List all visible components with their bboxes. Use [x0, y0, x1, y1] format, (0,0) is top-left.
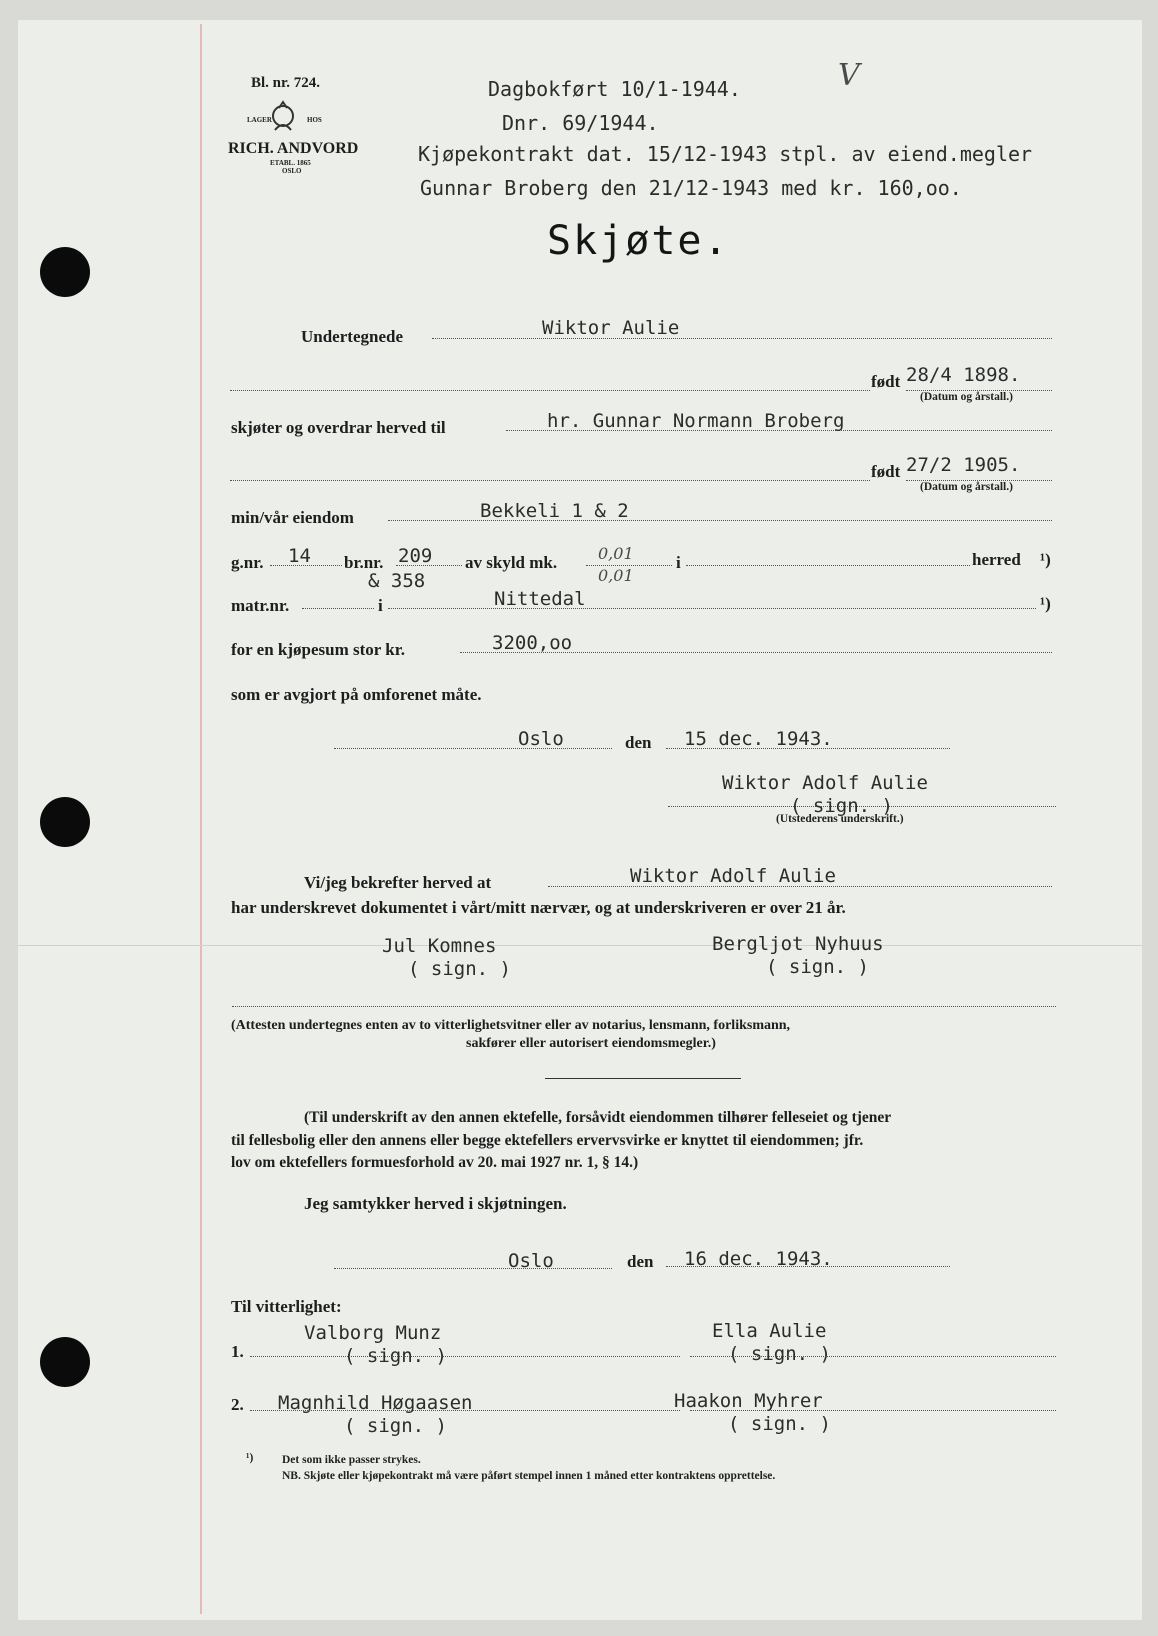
matr-place-line: [388, 608, 1036, 609]
herred-label: herred: [972, 550, 1021, 569]
witness-2a-sign: ( sign. ): [344, 1415, 447, 1437]
witness-number-2: 2.: [231, 1395, 244, 1414]
attest-note-1: (Attesten undertegnes enten av to vitterlighetsvitner eller av notarius, lensmann, forliksmann,: [231, 1018, 791, 1033]
property-label: min/vår eiendom: [231, 508, 354, 527]
skyld-value: 0,01: [598, 544, 634, 563]
margin-line: [200, 24, 202, 1614]
witness-1-sign: ( sign. ): [408, 958, 511, 980]
publisher-established: ETABL. 1865: [270, 159, 311, 167]
witnesses-label: Til vitterlighet:: [231, 1297, 342, 1316]
witness-number-1: 1.: [231, 1342, 244, 1361]
attest-name: Wiktor Adolf Aulie: [630, 865, 836, 887]
buyer-born-label: født: [871, 462, 901, 481]
punch-hole: [40, 247, 90, 297]
date2-place-line: [334, 1268, 612, 1269]
witness-2a-line: [250, 1410, 680, 1411]
attest-signature-line: [232, 1006, 1056, 1007]
date1-den: den: [625, 733, 652, 752]
registration-line-4: Gunnar Broberg den 21/12-1943 med kr. 160,oo.: [420, 176, 962, 200]
witness-1-name: Jul Komnes: [382, 935, 497, 957]
registration-line-1: Dagbokført 10/1-1944.: [488, 77, 741, 101]
check-mark: V: [838, 58, 860, 93]
herred-line: [686, 565, 970, 566]
publisher-name: RICH. ANDVORD: [228, 140, 359, 157]
herred-footnote-mark: ¹): [1040, 550, 1051, 569]
witness-1b-name: Ella Aulie: [712, 1320, 827, 1342]
date2-den: den: [627, 1252, 654, 1271]
seller-born-note: (Datum og årstall.): [920, 391, 1013, 403]
consent-text: Jeg samtykker herved i skjøtningen.: [304, 1194, 567, 1213]
buyer-blank-line: [230, 480, 870, 481]
witness-2b-sign: ( sign. ): [728, 1413, 831, 1435]
witness-2-sign: ( sign. ): [766, 956, 869, 978]
seller-name: Wiktor Aulie: [542, 317, 680, 339]
spouse-text-3: lov om ektefellers formuesforhold av 20. mai 1927 nr. 1, § 14.): [231, 1154, 639, 1171]
punch-hole: [40, 797, 90, 847]
fold-line: [18, 945, 1142, 946]
issuer-caption: (Utstederens underskrift.): [776, 813, 904, 825]
matr-footnote-mark: ¹): [1040, 594, 1051, 613]
matr-i-label: i: [378, 596, 383, 615]
registration-line-3: Kjøpekontrakt dat. 15/12-1943 stpl. av eiend.megler: [418, 142, 1033, 166]
publisher-city: OSLO: [282, 167, 302, 175]
document-title: Skjøte.: [547, 218, 730, 264]
date2-place: Oslo: [508, 1250, 554, 1272]
seller-born-label: født: [871, 372, 901, 391]
witness-1b-line: [690, 1356, 1056, 1357]
herred-i-label: i: [676, 553, 681, 572]
buyer-born-date: 27/2 1905.: [906, 454, 1021, 476]
attest-label: Vi/jeg bekrefter herved at: [304, 873, 492, 892]
gnr-value: 14: [288, 545, 311, 567]
footnote-2: NB. Skjøte eller kjøpekontrakt må være påført stempel innen 1 måned etter kontraktens opprettelse.: [282, 1470, 776, 1482]
registration-line-2: Dnr. 69/1944.: [502, 111, 659, 135]
form-number: Bl. nr. 724.: [251, 75, 321, 91]
skyld-value-2: 0,01: [598, 566, 634, 585]
skyld-label: av skyld mk.: [465, 553, 558, 572]
seller-line: [432, 338, 1052, 339]
brnr-value-2: & 358: [368, 570, 426, 592]
price-label: for en kjøpesum stor kr.: [231, 640, 405, 659]
witness-1a-sign: ( sign. ): [344, 1345, 447, 1367]
brnr-value: 209: [398, 545, 433, 567]
issuer-name: Wiktor Adolf Aulie: [722, 772, 928, 794]
issuer-sign: ( sign. ): [790, 795, 893, 817]
footnote-1: Det som ikke passer strykes.: [282, 1454, 421, 1466]
witness-1b-sign: ( sign. ): [728, 1343, 831, 1365]
witness-2a-name: Magnhild Høgaasen: [278, 1392, 473, 1414]
footnote-mark: ¹): [246, 1452, 254, 1464]
settled-text: som er avgjort på omforenet måte.: [231, 685, 482, 704]
attest-text: har underskrevet dokumentet i vårt/mitt nærvær, og at underskriveren er over 21 år.: [231, 898, 846, 917]
price-value: 3200,oo: [492, 632, 573, 654]
date1-place-line: [334, 748, 612, 749]
gnr-label: g.nr.: [231, 553, 264, 572]
matr-line: [302, 608, 374, 609]
property-name: Bekkeli 1 & 2: [480, 500, 629, 522]
punch-hole: [40, 1337, 90, 1387]
spouse-text-2: til fellesbolig eller den annens eller begge ektefellers ervervsvirke er knyttet til eiendommen; jfr.: [231, 1132, 864, 1149]
logo-text-right: HOS: [307, 116, 322, 124]
logo-text-left: LAGER: [247, 116, 272, 124]
section-divider: [545, 1078, 741, 1079]
matr-label: matr.nr.: [231, 596, 290, 615]
seller-born-date: 28/4 1898.: [906, 364, 1021, 386]
seller-blank-line: [230, 390, 870, 391]
witness-2-name: Bergljot Nyhuus: [712, 933, 884, 955]
spouse-text-1: (Til underskrift av den annen ektefelle, forsåvidt eiendommen tilhører felleseiet og tjener: [304, 1109, 892, 1126]
date1-date: 15 dec. 1943.: [684, 728, 833, 750]
buyer-label: skjøter og overdrar herved til: [231, 418, 446, 437]
date2-date: 16 dec. 1943.: [684, 1248, 833, 1270]
attest-note-2: sakfører eller autorisert eiendomsmegler.): [466, 1036, 716, 1051]
buyer-name: hr. Gunnar Normann Broberg: [547, 410, 845, 432]
seller-label: Undertegnede: [301, 327, 403, 346]
witness-2b-name: Haakon Myhrer: [674, 1390, 823, 1412]
date1-place: Oslo: [518, 728, 564, 750]
witness-1a-line: [250, 1356, 680, 1357]
witness-2b-line: [690, 1410, 1056, 1411]
witness-1a-name: Valborg Munz: [304, 1322, 442, 1344]
buyer-born-note: (Datum og årstall.): [920, 481, 1013, 493]
brnr-label: br.nr.: [344, 553, 384, 572]
matr-place: Nittedal: [494, 588, 586, 610]
